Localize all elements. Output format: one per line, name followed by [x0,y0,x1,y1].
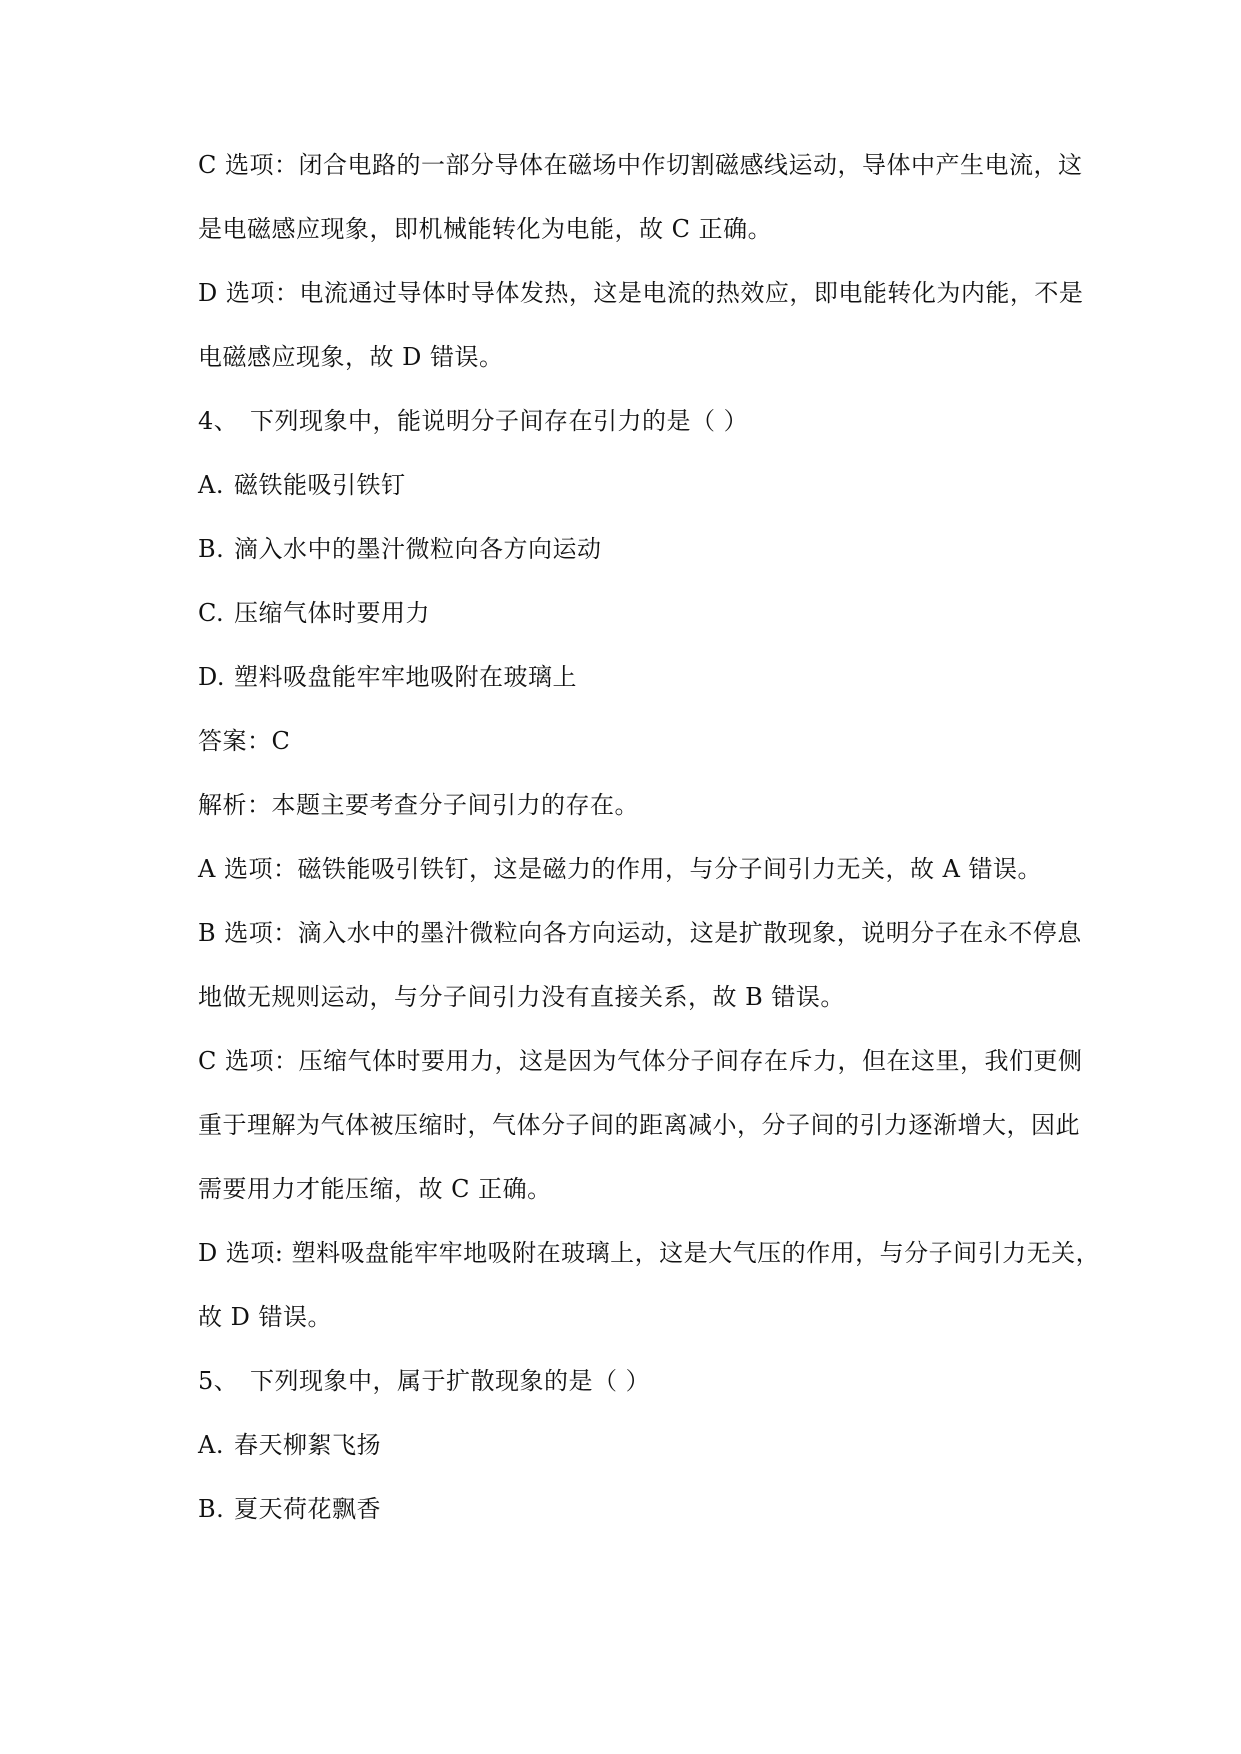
question-text: 下列现象中，能说明分子间存在引力的是（ ） [250,407,749,435]
option-letter: A. [198,1431,224,1459]
answer-line: 答案：C [198,727,291,755]
question-number: 4、 [198,407,239,435]
option-letter: B. [198,535,225,563]
option-a [198,470,406,500]
question-text: 下列现象中，属于扩散现象的是（ ） [250,1367,651,1395]
question-4-stem [198,406,748,436]
analysis-line: C 选项：压缩气体时要用力，这是因为气体分子间存在斥力，但在这里，我们更侧 [198,1047,1083,1075]
analysis-line: 解析：本题主要考查分子间引力的存在。 [198,791,639,819]
option-c [198,598,430,628]
option-text: 磁铁能吸引铁钉 [234,471,406,499]
analysis-line: B 选项：滴入水中的墨汁微粒向各方向运动，这是扩散现象，说明分子在永不停息 [198,919,1082,947]
analysis-line: A 选项：磁铁能吸引铁钉，这是磁力的作用，与分子间引力无关，故 A 错误。 [198,855,1043,883]
question-5-stem [198,1366,650,1396]
text-line: 电磁感应现象，故 D 错误。 [198,343,504,371]
analysis-line: 重于理解为气体被压缩时，气体分子间的距离减小，分子间的引力逐渐增大，因此 [198,1111,1080,1139]
option-letter: B. [198,1495,225,1523]
option-text: 滴入水中的墨汁微粒向各方向运动 [234,535,602,563]
option-letter: C. [198,599,225,627]
option-text: 压缩气体时要用力 [234,599,430,627]
option-letter: D. [198,663,226,691]
text-line: 是电磁感应现象，即机械能转化为电能，故 C 正确。 [198,215,773,243]
option-b [198,534,602,564]
option-text: 夏天荷花飘香 [234,1495,381,1523]
option-text: 塑料吸盘能牢牢地吸附在玻璃上 [234,663,577,691]
option-d [198,662,577,692]
analysis-line: D 选项: 塑料吸盘能牢牢地吸附在玻璃上，这是大气压的作用，与分子间引力无关， [198,1239,1101,1267]
text-line: C 选项：闭合电路的一部分导体在磁场中作切割磁感线运动，导体中产生电流，这 [198,151,1083,179]
option-b [198,1494,381,1524]
option-text: 春天柳絮飞扬 [234,1431,381,1459]
question-number: 5、 [198,1367,239,1395]
analysis-line: 地做无规则运动，与分子间引力没有直接关系，故 B 错误。 [198,983,845,1011]
analysis-line: 需要用力才能压缩，故 C 正确。 [198,1175,552,1203]
option-letter: A. [198,471,224,499]
analysis-line: 故 D 错误。 [198,1303,332,1331]
option-a [198,1430,381,1460]
text-line: D 选项：电流通过导体时导体发热，这是电流的热效应，即电能转化为内能，不是 [198,279,1084,307]
